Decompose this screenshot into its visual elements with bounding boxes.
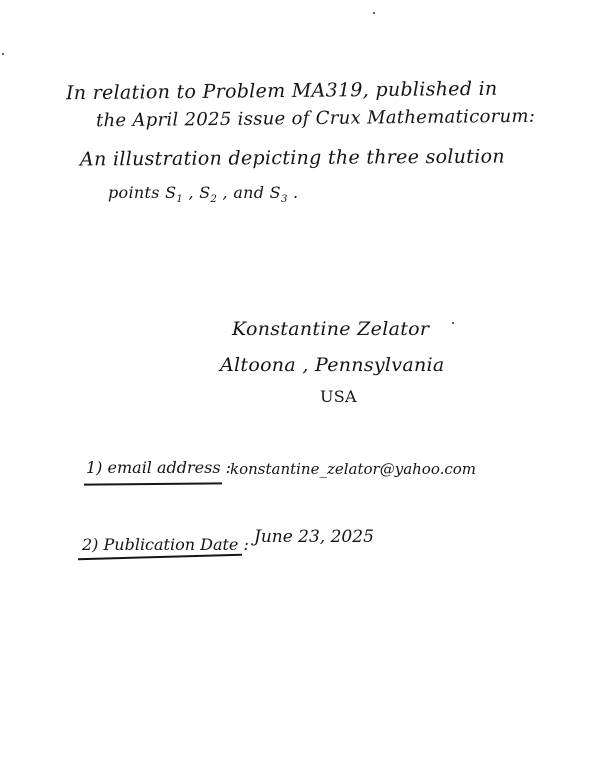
subscript-2: 2 xyxy=(210,194,218,206)
points-prefix: points S xyxy=(108,183,177,202)
author-name: Konstantine Zelator xyxy=(232,318,430,340)
author-city: Altoona , Pennsylvania xyxy=(220,354,445,376)
subscript-3: 3 xyxy=(280,194,288,206)
author-country: USA xyxy=(320,387,357,406)
intro-line-1: In relation to Problem MA319, published in xyxy=(65,77,498,105)
email-label-underline xyxy=(84,482,222,485)
email-label: 1) email address : xyxy=(86,458,232,477)
description-line-2 xyxy=(108,183,298,205)
email-address: konstantine_zelator@yahoo.com xyxy=(230,460,477,478)
stray-mark xyxy=(452,322,454,324)
subscript-1: 1 xyxy=(176,194,184,206)
publication-label-underline xyxy=(78,554,242,560)
publication-date: June 23, 2025 xyxy=(254,527,374,547)
intro-line-2: the April 2025 issue of Crux Mathematicorum: xyxy=(95,105,536,132)
points-mid-1: , S xyxy=(183,183,211,202)
publication-date-label: 2) Publication Date : xyxy=(82,535,249,554)
description-line-1: An illustration depicting the three solution xyxy=(79,145,505,171)
points-mid-2: , and S xyxy=(217,183,281,202)
points-suffix: . xyxy=(287,183,299,202)
stray-mark xyxy=(373,12,375,14)
stray-mark xyxy=(2,53,4,55)
